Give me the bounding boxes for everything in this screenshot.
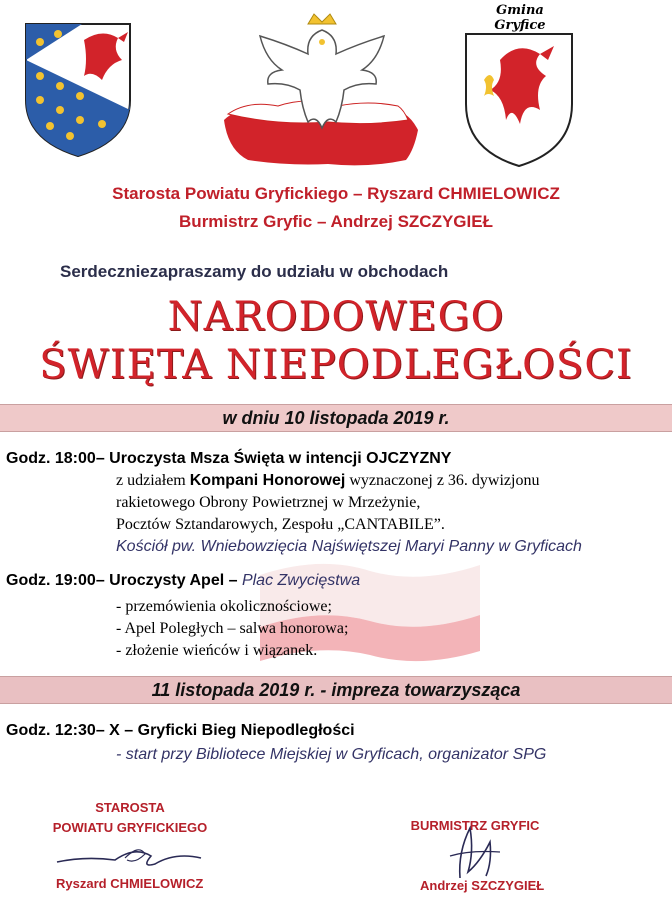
title-line-1: NARODOWEGO — [167, 294, 505, 340]
event-3-note: - start przy Bibliotece Miejskiej w Gryficach, organizator SPG — [116, 746, 547, 763]
signature-left-name: Ryszard CHMIELOWICZ — [56, 876, 204, 891]
signature-right-scribble-icon — [430, 822, 520, 880]
event-2-place: Plac Zwycięstwa — [241, 572, 361, 589]
event-1-detail-2: rakietowego Obrony Powietrznej w Mrzeżynie, — [116, 494, 421, 511]
event-2-item-3: - złożenie wieńców i wiązanek. — [116, 642, 318, 659]
event-1-header — [6, 450, 451, 468]
burmistrz-line: Burmistrz Gryfic – Andrzej SZCZYGIEŁ — [179, 212, 493, 231]
signature-left-title — [40, 798, 220, 838]
event-3-time: Godz. 12:30 — [6, 722, 96, 739]
event-1-title: – Uroczysta Msza Święta w intencji OJCZYZNY — [95, 450, 452, 467]
event-1-kompania: Kompani Honorowej — [189, 472, 346, 489]
event-2-item-1: - przemówienia okolicznościowe; — [116, 598, 332, 615]
invitation-text: Serdeczniezapraszamy do udziału w obchodach — [60, 262, 449, 281]
event-3-title: – X – Gryficki Bieg Niepodległości — [95, 722, 355, 739]
signature-left-title-1: STAROSTA — [95, 800, 165, 815]
event-2-title: – Uroczysty Apel – — [95, 572, 242, 589]
event-1-detail-3: Pocztów Sztandarowych, Zespołu „CANTABILE”. — [116, 516, 445, 533]
title-line-2: ŚWIĘTA NIEPODLEGŁOŚCI — [39, 342, 633, 388]
starosta-line: Starosta Powiatu Gryfickiego – Ryszard CHMIELOWICZ — [112, 184, 560, 203]
signature-right-title: BURMISTRZ GRYFIC — [410, 818, 540, 833]
powiat-crest-icon — [22, 20, 134, 160]
event-1-time: Godz. 18:00 — [6, 450, 96, 467]
event-1-detail-1-post: wyznaczonej z 36. dywizjonu — [345, 472, 540, 489]
event-2-header — [6, 572, 360, 590]
event-3-header — [6, 722, 355, 740]
event-2-time: Godz. 19:00 — [6, 572, 96, 589]
event-1-detail-1-pre: z udziałem — [116, 472, 190, 489]
date-band-1: w dniu 10 listopada 2019 r. — [0, 404, 672, 432]
gmina-crest-icon — [460, 20, 578, 170]
event-1-place: Kościół pw. Wniebowzięcia Najświętszej Maryi Panny w Gryficach — [116, 538, 582, 555]
event-2-item-2: - Apel Poległych – salwa honorowa; — [116, 620, 349, 637]
event-1-detail-1 — [116, 472, 539, 490]
date-band-2: 11 listopada 2019 r. - impreza towarzysząca — [0, 676, 672, 704]
gmina-title: Gmina Gryfice — [494, 3, 546, 33]
signature-right-name: Andrzej SZCZYGIEŁ — [420, 878, 545, 893]
polish-eagle-emblem-icon — [218, 10, 426, 172]
signature-left-scribble-icon — [55, 838, 205, 874]
signature-left-title-2: POWIATU GRYFICKIEGO — [52, 820, 208, 835]
